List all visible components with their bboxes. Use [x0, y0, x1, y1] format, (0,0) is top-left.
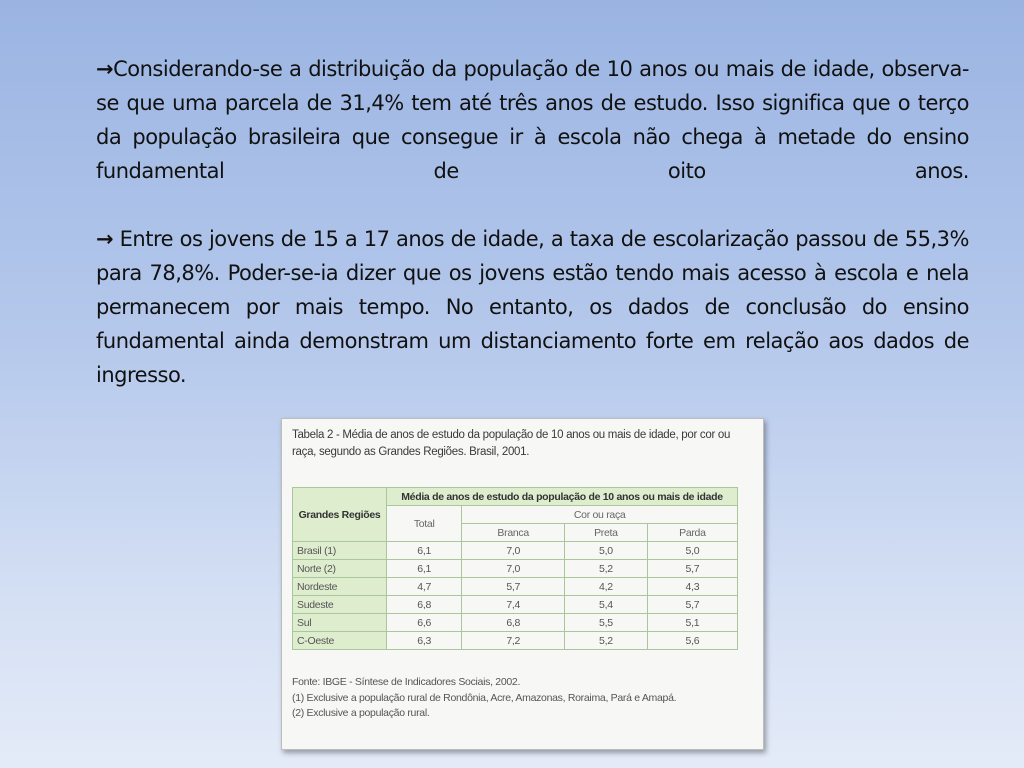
table-note-2: (2) Exclusive a população rural. [292, 707, 430, 719]
table-caption: Tabela 2 - Média de anos de estudo da população de 10 anos ou mais de idade, por cor ou raça, segundo as Grandes Regiões. Brasil, 2001. [292, 429, 731, 458]
cell-total: 4,7 [387, 578, 462, 596]
cell-preta: 5,2 [565, 560, 648, 578]
header-main: Média de anos de estudo da população de 10 anos ou mais de idade [387, 488, 738, 506]
cell-total: 6,1 [387, 542, 462, 560]
row-region: Sul [293, 614, 387, 632]
paragraph-2-text: Entre os jovens de 15 a 17 anos de idade, a taxa de escolarização passou de 55,3% para 78,8%. Poder-se-ia dizer que os jovens estão tendo mais acesso à escola e nela permanecem por mais tempo. No entanto, os dados de conclusão do ensino fundamental ainda demonstram um distanciamento forte em relação aos dados de ingresso. [96, 227, 969, 387]
header-preta: Preta [565, 524, 648, 542]
data-table [292, 487, 738, 650]
cell-parda: 5,6 [647, 632, 737, 650]
arrow-icon: → [96, 57, 114, 81]
table-note-1: (1) Exclusive a população rural de Rondônia, Acre, Amazonas, Roraima, Pará e Amapá. [292, 691, 677, 704]
table-image [281, 418, 764, 750]
cell-preta: 4,2 [565, 578, 648, 596]
row-region: C-Oeste [293, 632, 387, 650]
header-regions: Grandes Regiões [293, 488, 387, 542]
cell-branca: 6,8 [462, 614, 565, 632]
cell-parda: 4,3 [647, 578, 737, 596]
table-notes [292, 675, 752, 722]
table-source: Fonte: IBGE - Síntese de Indicadores Sociais, 2002. [292, 676, 521, 688]
cell-total: 6,3 [387, 632, 462, 650]
row-region: Brasil (1) [293, 542, 387, 560]
paragraph-1 [96, 52, 969, 188]
cell-parda: 5,0 [647, 542, 737, 560]
paragraph-1-text: Considerando-se a distribuição da população de 10 anos ou mais de idade, observa-se que uma parcela de 31,4% tem até três anos de estudo. Isso significa que o terço da população brasileira que consegue ir à escola não chega à metade do ensino fundamental de oito anos. [96, 57, 969, 183]
cell-parda: 5,1 [647, 614, 737, 632]
table-row [293, 596, 738, 614]
cell-preta: 5,4 [565, 596, 648, 614]
cell-branca: 7,0 [462, 542, 565, 560]
cell-parda: 5,7 [647, 596, 737, 614]
row-region: Sudeste [293, 596, 387, 614]
header-branca: Branca [462, 524, 565, 542]
header-parda: Parda [647, 524, 737, 542]
cell-preta: 5,2 [565, 632, 648, 650]
cell-branca: 7,4 [462, 596, 565, 614]
paragraph-2 [96, 222, 969, 392]
cell-total: 6,6 [387, 614, 462, 632]
cell-total: 6,8 [387, 596, 462, 614]
cell-branca: 7,0 [462, 560, 565, 578]
table-row [293, 560, 738, 578]
table-row [293, 578, 738, 596]
table-row [293, 614, 738, 632]
cell-parda: 5,7 [647, 560, 737, 578]
row-region: Norte (2) [293, 560, 387, 578]
table-row [293, 632, 738, 650]
arrow-icon: → [96, 227, 114, 251]
cell-preta: 5,5 [565, 614, 648, 632]
cell-branca: 5,7 [462, 578, 565, 596]
cell-total: 6,1 [387, 560, 462, 578]
table-row [293, 542, 738, 560]
table-header-row [293, 488, 738, 506]
cell-branca: 7,2 [462, 632, 565, 650]
cell-preta: 5,0 [565, 542, 648, 560]
header-race: Cor ou raça [462, 506, 738, 524]
header-total: Total [387, 506, 462, 542]
row-region: Nordeste [293, 578, 387, 596]
